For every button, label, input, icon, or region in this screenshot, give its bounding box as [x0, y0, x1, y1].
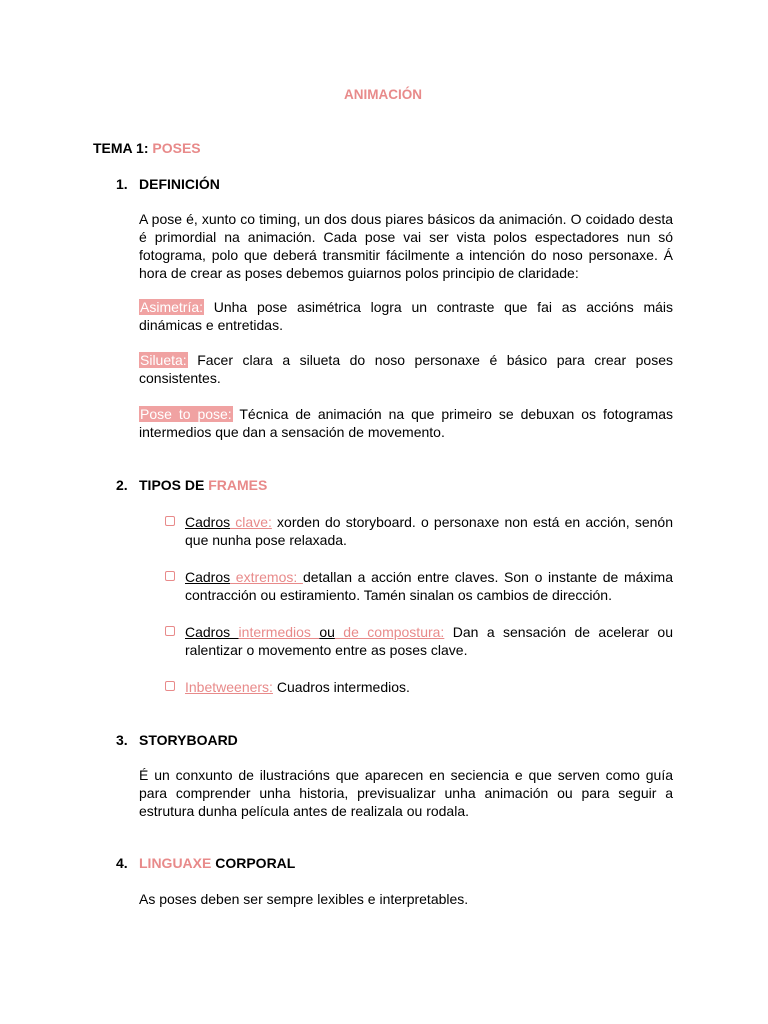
topic-name: POSES [152, 140, 201, 156]
item-keyword: Inbetweeners: [185, 679, 273, 695]
item-description: Dan a sensación de acelerar ou ralentizar o movemento entre as poses clave. [185, 624, 673, 658]
section-title-a: TIPOS DE [139, 477, 209, 493]
term-pose-to-pose [139, 405, 673, 441]
term-silueta [139, 351, 673, 387]
section-number: 2. [116, 477, 128, 493]
checkbox-icon[interactable] [165, 681, 175, 691]
item-keyword: de compostura: [334, 624, 445, 640]
section-heading-definicion [116, 176, 220, 192]
item-description: xorden do storyboard. o personaxe non está en acción, senón que nunha pose relaxada. [185, 514, 674, 548]
item-word: Cadros [185, 569, 231, 585]
item-description: Cuadros intermedios. [272, 679, 410, 695]
section-title-b: FRAMES [208, 477, 268, 493]
checkbox-icon[interactable] [165, 626, 175, 636]
term-label: Silueta: [140, 352, 187, 368]
document-title: ANIMACIÓN [344, 87, 422, 102]
section-title-b: CORPORAL [211, 855, 296, 871]
item-word: Cadros [185, 624, 239, 640]
section-number: 4. [116, 855, 128, 871]
topic-prefix: TEMA 1: [93, 140, 153, 156]
storyboard-paragraph: É un conxunto de ilustracións que aparecen en seciencia e que serven como guía para comprender unha historia, previsualizar unha animación ou para seguir a estrutura dunha película antes de realizala ou rodala. [139, 767, 673, 819]
term-text: Unha pose asimétrica logra un contraste que fai as accións máis dinámicas e entretidas. [139, 299, 673, 333]
list-item-text [185, 568, 673, 604]
section-heading-linguaxe-corporal [116, 855, 295, 871]
section-number: 3. [116, 732, 128, 748]
section-heading-storyboard [116, 732, 238, 748]
item-keyword: intermedios [238, 624, 320, 640]
list-item-text [185, 678, 673, 696]
item-description: detallan a acción entre claves. Son o instante de máxima contracción ou estiramiento. Tamén sinalan os cambios de dirección. [185, 569, 673, 603]
checkbox-icon[interactable] [165, 571, 175, 581]
term-label: Asimetría: [140, 299, 204, 315]
definition-paragraph: A pose é, xunto co timing, un dos dous piares básicos da animación. O coidado desta é primordial na animación. Cada pose vai ser vista polos espectadores nun só fotograma, polo que deberá transmitir fácilmente a intención do noso personaxe. Á hora de crear as poses debemos guiarnos polos principio de claridade: [139, 211, 673, 281]
list-item-text [185, 623, 673, 659]
item-keyword: clave: [230, 514, 272, 530]
term-text: Facer clara a silueta do noso personaxe é básico para crear poses consistentes. [139, 352, 673, 386]
item-word: Cadros [185, 514, 231, 530]
section-title: STORYBOARD [139, 732, 238, 748]
section-title: DEFINICIÓN [139, 176, 220, 192]
topic-heading [93, 140, 201, 156]
list-item-text [185, 513, 673, 549]
linguaxe-paragraph: As poses deben ser sempre lexibles e interpretables. [139, 891, 469, 907]
section-number: 1. [116, 176, 128, 192]
item-word: ou [319, 624, 335, 640]
term-text: Técnica de animación na que primeiro se debuxan os fotogramas intermedios que dan a sensación de movemento. [139, 406, 673, 440]
item-keyword: extremos: [230, 569, 303, 585]
term-label: Pose to pose: [140, 406, 232, 422]
term-asimetria [139, 298, 673, 334]
section-heading-tipos-de-frames [116, 477, 267, 493]
section-title-a: LINGUAXE [139, 855, 212, 871]
checkbox-icon[interactable] [165, 516, 175, 526]
